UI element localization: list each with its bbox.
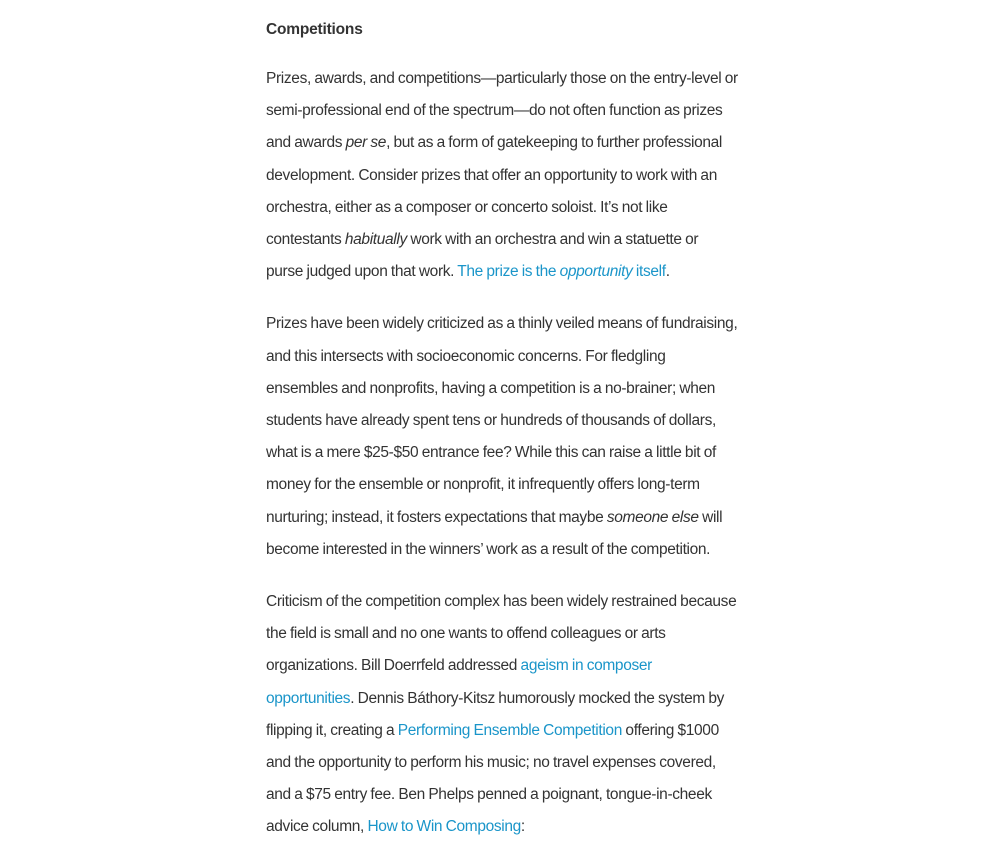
link-performing-ensemble-competition[interactable]: Performing Ensemble Competition [397,721,622,739]
link-how-to-win-composing[interactable]: How to Win Composing [367,818,521,836]
link-ageism-in-composer-opportunities[interactable]: opportunities [266,689,351,707]
text-run: . Dennis Báthory-Kitsz humorously mocked the system by [350,689,725,707]
text-line: orchestra, either as a composer or concerto soloist. It’s not like [266,198,668,216]
link-emphasis[interactable]: opportunity [559,263,633,281]
emphasis-habitually: habitually [344,231,407,249]
text-line: money for the ensemble or nonprofit, it infrequently offers long-term [266,476,700,494]
emphasis-someone-else: someone else [606,508,699,526]
link-prize-is-opportunity[interactable] [457,263,665,280]
text-run: . [665,263,670,281]
text-line [266,127,746,159]
text-line [266,650,746,682]
text-run: : [520,818,525,836]
emphasis-per-se: per se [345,134,387,152]
text-run: purse judged upon that work. [266,263,458,281]
text-run: contestants [266,231,345,249]
article-body [266,10,746,864]
text-line [266,224,746,256]
text-run: and awards [266,134,346,152]
text-line: the field is small and no one wants to offend colleagues or arts [266,625,666,643]
text-run: offering $1000 [621,721,719,739]
text-line: and a $75 entry fee. Ben Phelps penned a poignant, tongue-in-cheek [266,786,712,804]
text-run: flipping it, creating a [266,721,398,739]
text-line: Criticism of the competition complex has been widely restrained because [266,593,737,611]
text-line: and this intersects with socioeconomic concerns. For fledgling [266,347,666,365]
text-run: will [698,508,723,526]
link-text[interactable]: itself [632,263,666,281]
text-line: semi-professional end of the spectrum—do not often function as prizes [266,102,723,120]
text-line: students have already spent tens or hundreds of thousands of dollars, [266,412,716,430]
link-ageism-in-composer-opportunities[interactable]: ageism in composer [520,657,652,675]
text-run: nurturing; instead, it fosters expectations that maybe [266,508,607,526]
text-run: advice column, [266,818,368,836]
text-line [266,715,746,747]
text-line [266,502,746,534]
text-line: development. Consider prizes that offer an opportunity to work with an [266,166,717,184]
paragraph-criticism [266,586,746,844]
text-line: Prizes, awards, and competitions—particularly those on the entry-level or [266,70,738,87]
paragraph-prizes-gatekeeping [266,63,746,288]
paragraph-fundraising [266,308,746,566]
text-line: become interested in the winners’ work as a result of the competition. [266,540,711,558]
text-run: , but as a form of gatekeeping to further professional [386,134,722,152]
text-line [266,683,746,715]
text-line: and the opportunity to perform his music; no travel expenses covered, [266,754,716,772]
text-line: Prizes have been widely criticized as a thinly veiled means of fundraising, [266,315,738,333]
text-run: organizations. Bill Doerrfeld addressed [266,657,521,675]
text-line [266,256,746,288]
link-text[interactable]: The prize is the [457,263,560,281]
text-line: ensembles and nonprofits, having a competition is a no-brainer; when [266,379,716,397]
text-line [266,811,746,843]
text-run: work with an orchestra and win a statuette or [406,231,699,249]
text-line: what is a mere $25-$50 entrance fee? While this can raise a little bit of [266,444,716,462]
section-heading: Competitions [266,21,363,38]
